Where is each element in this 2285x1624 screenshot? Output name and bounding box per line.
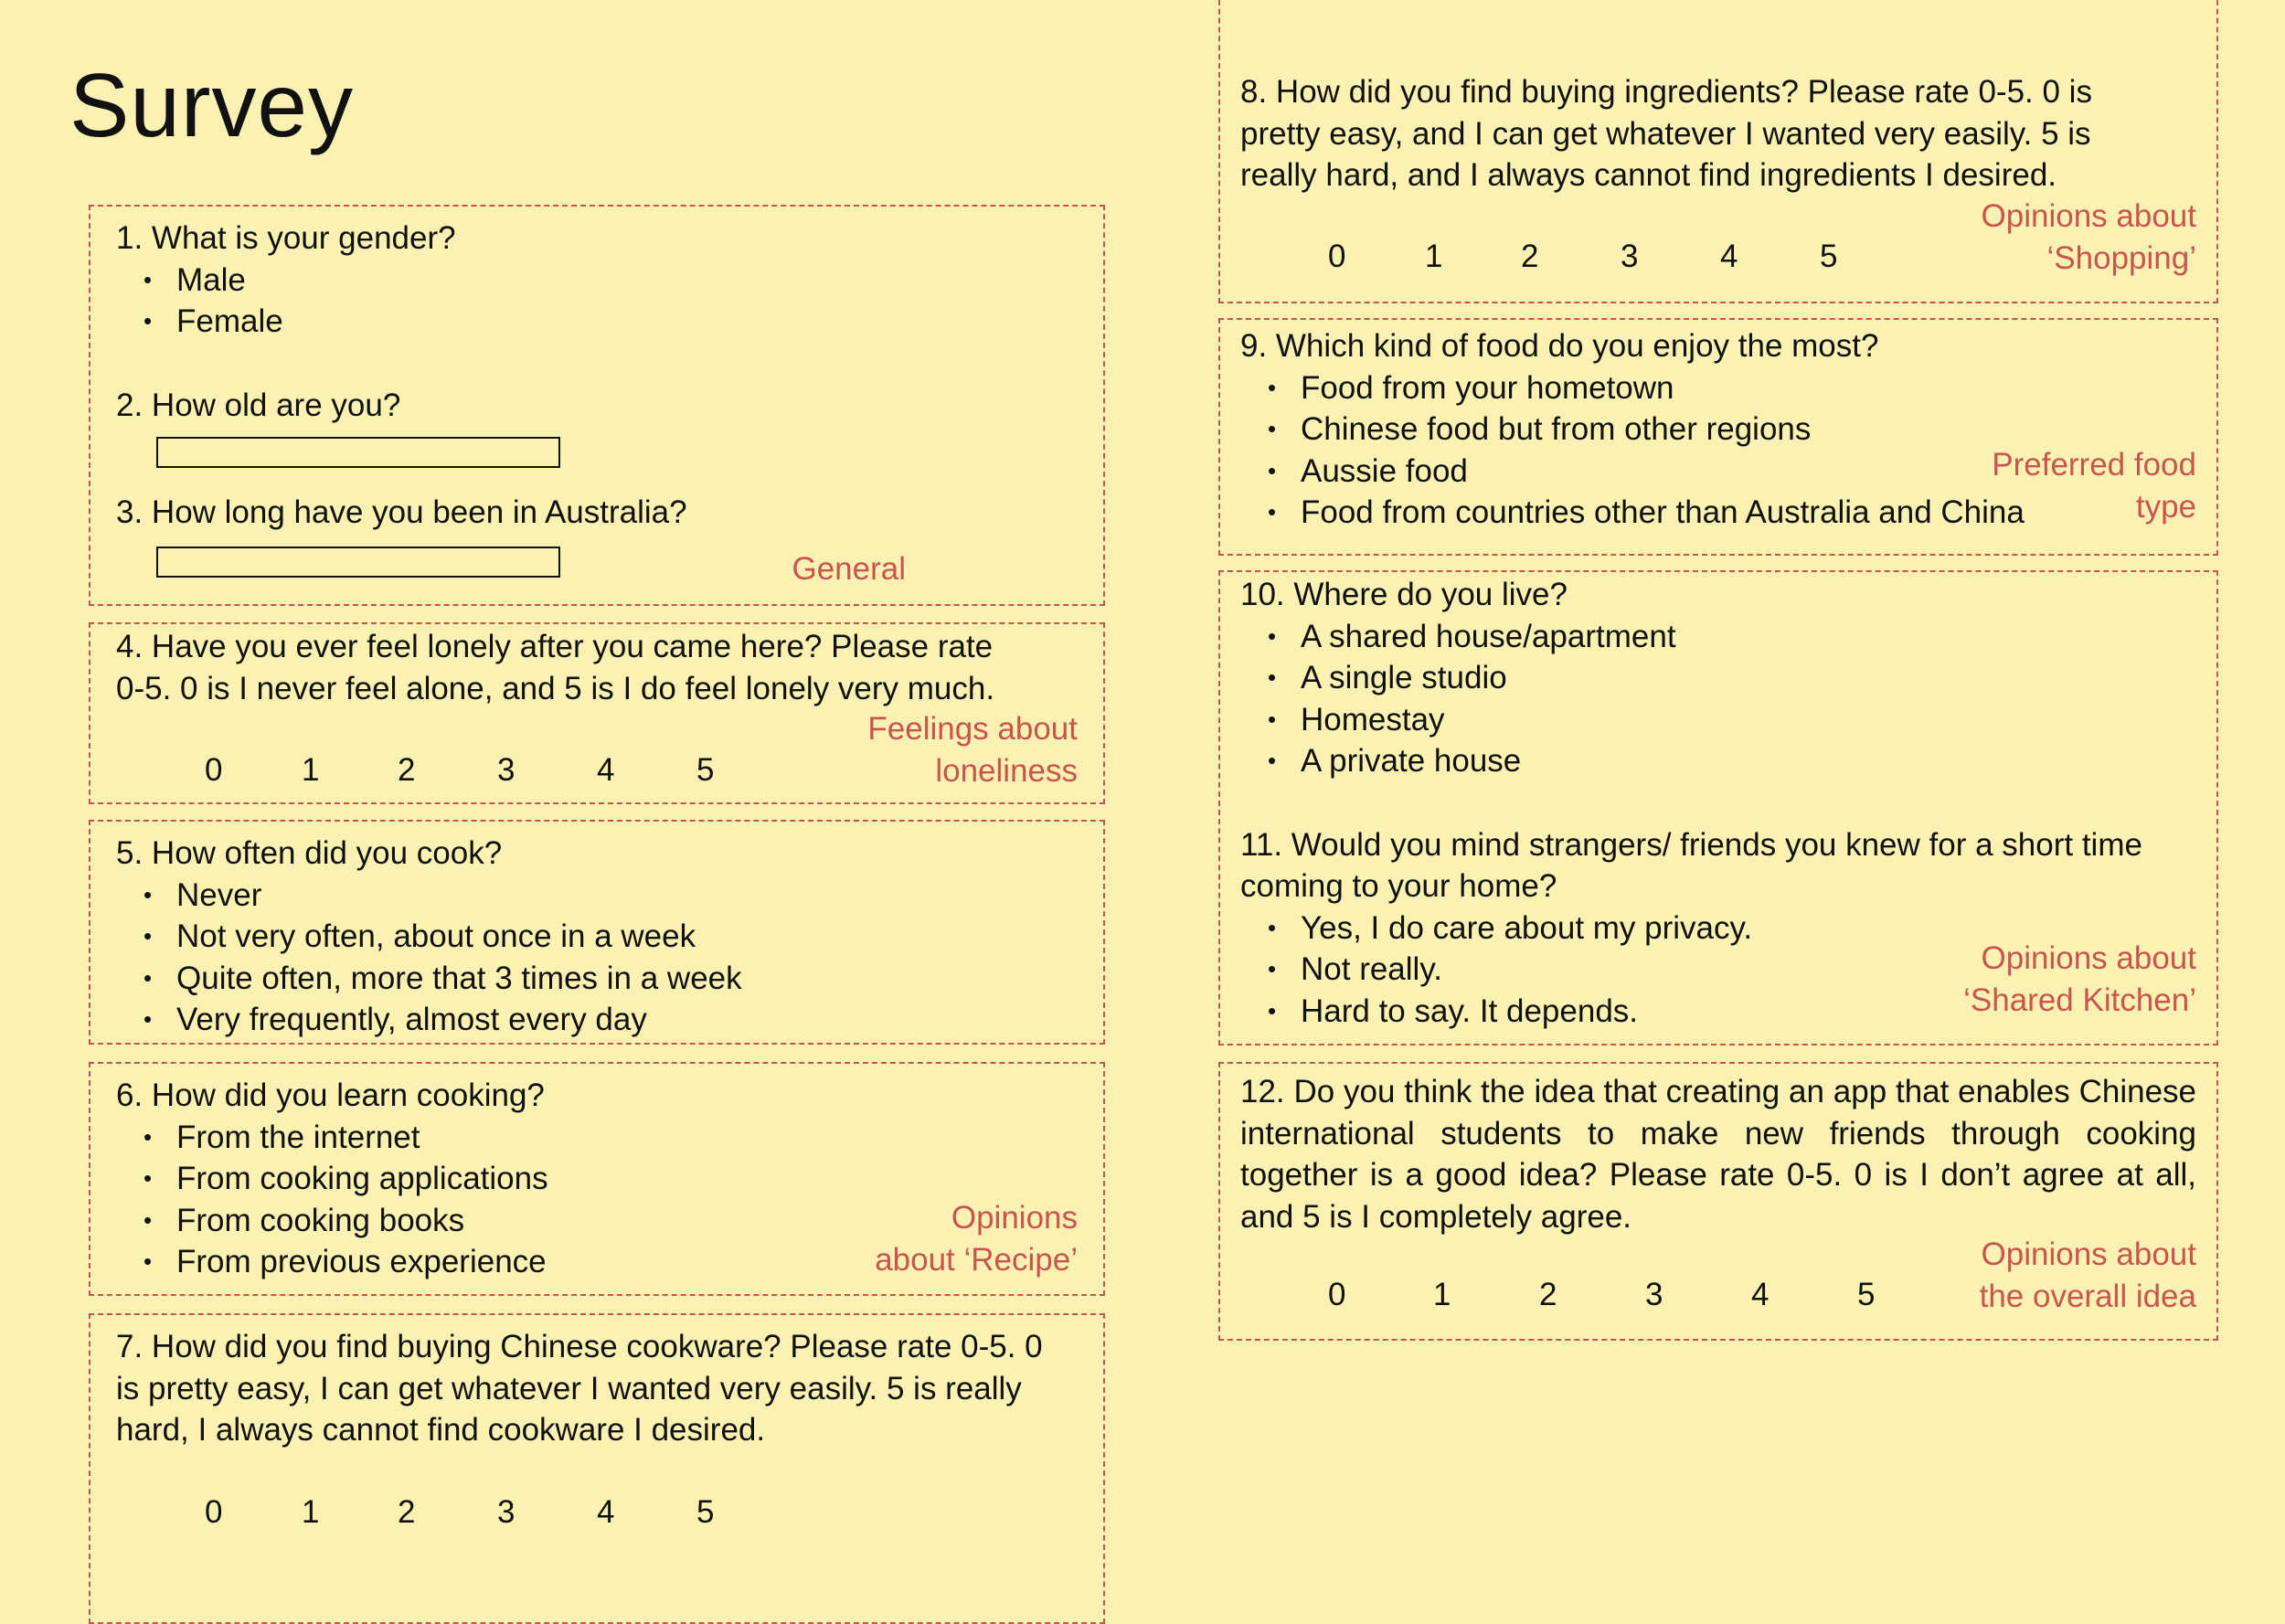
section-overall-idea [1218,1062,2218,1341]
option-internet[interactable]: • From the internet [176,1117,1078,1159]
category-shopping [1982,196,2196,279]
scale-4[interactable]: 4 [1720,239,1738,274]
scale-1[interactable]: 1 [1425,239,1443,274]
option-private-house[interactable]: • A private house [1301,740,2191,782]
option-cooking-apps[interactable]: • From cooking applications [176,1158,1078,1200]
section-cookware [89,1313,1105,1624]
category-recipe [875,1197,1078,1280]
cookware-scale [205,1491,714,1534]
page-title: Survey [69,55,355,155]
category-overall-idea-line1: Opinions about [1981,1237,2196,1272]
question-ingredients-line3: really hard, and I always cannot find ingredients I desired. [1240,157,2057,193]
category-food-type-line2: type [2135,488,2196,525]
category-overall-idea [1980,1234,2196,1317]
category-shared-kitchen [1963,938,2196,1021]
scale-0[interactable]: 0 [205,752,223,788]
option-cooking-books[interactable]: • From cooking books [176,1200,1078,1242]
ingredients-scale [1328,236,1837,278]
option-shared-house[interactable]: • A shared house/apartment [1301,616,2191,658]
question-age: 2. How old are you? [116,387,401,423]
time-in-australia-input[interactable] [156,547,560,578]
category-shared-kitchen-line2: ‘Shared Kitchen’ [1963,982,2196,1018]
question-cookware-line1: 7. How did you find buying Chinese cookware? Please rate 0-5. 0 [116,1329,1043,1364]
option-depends[interactable]: • Hard to say. It depends. [1301,991,2191,1033]
category-food-type [1992,444,2196,527]
category-shopping-line2: ‘Shopping’ [2046,239,2196,276]
loneliness-scale [205,749,714,791]
option-every-day[interactable]: • Very frequently, almost every day [176,999,1078,1041]
option-other-country-food[interactable]: • Food from countries other than Australia and China [1301,492,2191,534]
category-loneliness-line1: Feelings about [867,711,1078,747]
option-once-a-week[interactable]: • Not very often, about once in a week [176,916,1078,958]
scale-5[interactable]: 5 [696,752,715,788]
question-cookware-line3: hard, I always cannot find cookware I desired. [116,1412,766,1448]
section-general [89,205,1105,606]
option-homestay[interactable]: • Homestay [1301,699,2191,741]
option-not-really[interactable]: • Not really. [1301,949,2191,991]
section-loneliness [89,622,1105,804]
residence-options [1240,616,2191,782]
option-previous-experience[interactable]: • From previous experience [176,1241,1078,1283]
scale-3[interactable]: 3 [1621,239,1639,274]
section-food-preference [1218,318,2218,556]
option-single-studio[interactable]: • A single studio [1301,657,2191,699]
scale-2[interactable]: 2 [1539,1277,1557,1312]
question-loneliness-line1: 4. Have you ever feel lonely after you came here? Please rate [116,629,994,664]
section-shopping [1218,0,2218,303]
category-recipe-line2: about ‘Recipe’ [875,1241,1078,1278]
scale-0[interactable]: 0 [205,1494,223,1530]
question-food-preference: 9. Which kind of food do you enjoy the most? [1240,328,1879,364]
scale-3[interactable]: 3 [1645,1277,1663,1312]
cooking-frequency-options [116,875,1078,1041]
question-time-in-australia: 3. How long have you been in Australia? [116,494,687,530]
question-cooking-frequency: 5. How often did you cook? [116,835,503,871]
scale-4[interactable]: 4 [597,752,615,788]
scale-1[interactable]: 1 [1433,1277,1451,1312]
option-never[interactable]: • Never [176,875,1078,917]
scale-0[interactable]: 0 [1328,239,1346,274]
question-learn-cooking: 6. How did you learn cooking? [116,1077,545,1113]
scale-1[interactable]: 1 [302,1494,320,1530]
scale-0[interactable]: 0 [1328,1277,1346,1312]
age-input[interactable] [156,437,560,468]
gender-options [116,260,1078,343]
scale-2[interactable]: 2 [1521,239,1539,274]
section-shared-kitchen [1218,570,2218,1046]
section-recipe [89,1062,1105,1296]
scale-2[interactable]: 2 [398,752,416,788]
scale-4[interactable]: 4 [1751,1277,1770,1312]
question-cookware-line2: is pretty easy, I can get whatever I wanted very easily. 5 is really [116,1370,1022,1406]
section-cooking-frequency [89,820,1105,1045]
scale-5[interactable]: 5 [696,1494,715,1530]
category-food-type-line1: Preferred food [1992,447,2196,483]
scale-2[interactable]: 2 [398,1494,416,1530]
question-strangers-line2: coming to your home? [1240,868,1557,904]
option-hometown-food[interactable]: • Food from your hometown [1301,367,2191,409]
option-female[interactable]: • Female [176,301,1078,343]
question-residence: 10. Where do you live? [1240,577,1568,612]
question-overall-idea: 12. Do you think the idea that creating an app that enables Chinese international students to make new friends through cooking together is a good idea? Please rate 0-5. 0 is I don’t agree at all, and 5 is I completely agree. [1240,1074,2196,1235]
question-gender: 1. What is your gender? [116,220,456,256]
scale-5[interactable]: 5 [1857,1277,1876,1312]
option-three-times-a-week[interactable]: • Quite often, more that 3 times in a week [176,958,1078,1000]
category-loneliness [867,708,1078,791]
category-general: General [792,551,906,587]
option-aussie-food[interactable]: • Aussie food [1301,451,2191,493]
scale-3[interactable]: 3 [497,752,515,788]
option-male[interactable]: • Male [176,260,1078,302]
overall-idea-scale [1328,1274,1875,1316]
option-care-privacy[interactable]: • Yes, I do care about my privacy. [1301,908,2191,950]
category-loneliness-line2: loneliness [935,752,1078,789]
category-recipe-line1: Opinions [951,1200,1078,1236]
option-other-region-chinese-food[interactable]: • Chinese food but from other regions [1301,409,2191,451]
scale-3[interactable]: 3 [497,1494,515,1530]
question-ingredients-line1: 8. How did you find buying ingredients? Please rate 0-5. 0 is [1240,74,2092,110]
category-shopping-line1: Opinions about [1981,198,2196,234]
category-overall-idea-line2: the overall idea [1979,1278,2196,1314]
question-loneliness-line2: 0-5. 0 is I never feel alone, and 5 is I do feel lonely very much. [116,670,995,706]
scale-5[interactable]: 5 [1820,239,1838,274]
category-shared-kitchen-line1: Opinions about [1981,940,2196,976]
question-ingredients-line2: pretty easy, and I can get whatever I wanted very easily. 5 is [1240,115,2091,152]
question-strangers-line1: 11. Would you mind strangers/ friends you knew for a short time [1240,826,2142,863]
scale-1[interactable]: 1 [302,752,320,788]
scale-4[interactable]: 4 [597,1494,615,1530]
